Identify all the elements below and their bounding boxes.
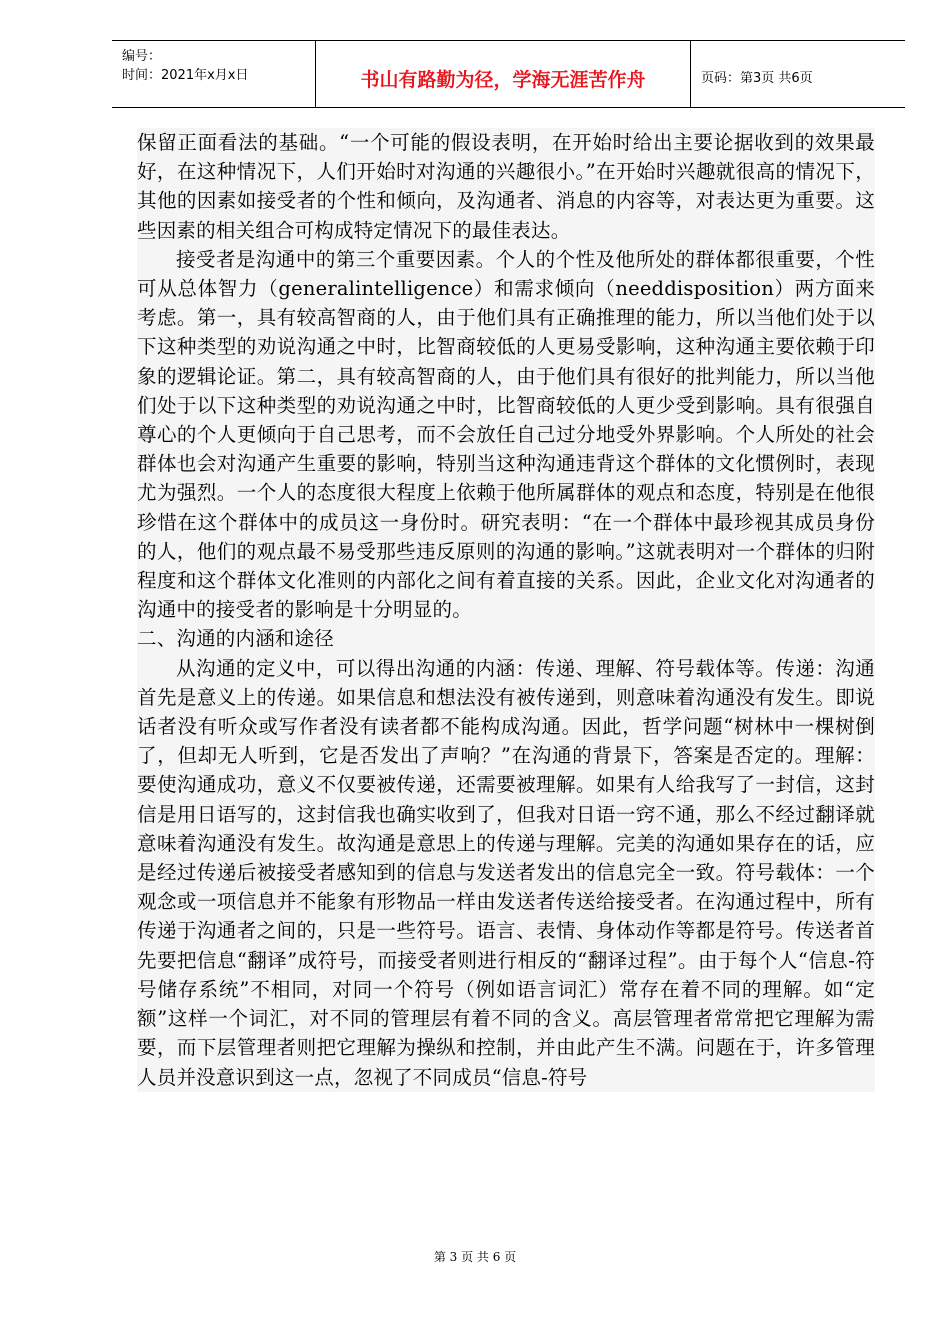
motto-text: 书山有路勤为径，学海无涯苦作舟 xyxy=(360,69,646,91)
time-label: 时间：2021年x月x日 xyxy=(122,68,249,83)
section-heading: 二、沟通的内涵和途径 xyxy=(137,627,335,651)
page-footer: 第 3 页 共 6 页 xyxy=(433,1250,517,1264)
paragraph-2: 接受者是沟通中的第三个重要因素。个人的个性及他所处的群体都很重要，个性可从总体智力（generalintelligence）和需求倾向（needdisposition）两方面来考虑。第一，具有较高智商的人，由于他们具有正确推理的能力，所以当他们处于以下这种类型的劝说沟通之中时，比智商较低的人更易受影响，这种沟通主要依赖于印象的逻辑论证。第二，具有较高智商的人，由于他们具有很好的批判能力，所以当他们处于以下这种类型的劝说沟通之中时，比智商较低的人更少受到影响。具有很强自尊心的个人更倾向于自己思考，而不会放任自己过分地受外界影响。个人所处的社会群体也会对沟通产生重要的影响，特别当这种沟通违背这个群体的文化惯例时，表现尤为强烈。一个人的态度很大程度上依赖于他所属群体的观点和态度，特别是在他很珍惜在这个群体中的成员这一身份时。研究表明：“在一个群体中最珍视其成员身份的人，他们的观点最不易受那些违反原则的沟通的影响。”这就表明对一个群体的归附程度和这个群体文化准则的内部化之间有着直接的关系。因此，企业文化对沟通者的沟通中的接受者的影响是十分明显的。 xyxy=(137,247,875,622)
header-motto-cell xyxy=(316,41,691,107)
paragraph-3: 从沟通的定义中，可以得出沟通的内涵：传递、理解、符号载体等。传递：沟通首先是意义上的传递。如果信息和想法没有被传递到，则意味着沟通没有发生。即说话者没有听众或写作者没有读者都不能构成沟通。因此，哲学问题“树林中一棵树倒了，但却无人听到，它是否发出了声响？”在沟通的背景下，答案是否定的。理解：要使沟通成功，意义不仅要被传递，还需要被理解。如果有人给我写了一封信，这封信是用日语写的，这封信我也确实收到了，但我对日语一窍不通，那么不经过翻译就意味着沟通没有发生。故沟通是意思上的传递与理解。完美的沟通如果存在的话，应是经过传递后被接受者感知到的信息与发送者发出的信息完全一致。符号载体：一个观念或一项信息并不能象有形物品一样由发送者传送给接受者。在沟通过程中，所有传递于沟通者之间的，只是一些符号。语言、表情、身体动作等都是符号。传送者首先要把信息“翻译”成符号，而接受者则进行相反的“翻译过程”。由于每个人“信息-符号储存系统”不相同，对同一个符号（例如语言词汇）常存在着不同的理解。如“定额”这样一个词汇，对不同的管理层有着不同的含义。高层管理者常常把它理解为需要，而下层管理者则把它理解为操纵和控制，并由此产生不满。问题在于，许多管理人员并没意识到这一点，忽视了不同成员“信息-符号 xyxy=(137,656,875,1089)
paragraph-1: 保留正面看法的基础。“一个可能的假设表明，在开始时给出主要论据收到的效果最好，在这种情况下，人们开始时对沟通的兴趣很小。”在开始时兴趣就很高的情况下，其他的因素如接受者的个性和倾向，及沟通者、消息的内容等，对表达更为重要。这些因素的相关组合可构成特定情况下的最佳表达。 xyxy=(137,131,875,242)
number-label: 编号： xyxy=(122,49,162,64)
header-page-cell xyxy=(691,41,905,107)
header-table xyxy=(112,40,905,108)
document-body xyxy=(137,128,875,1092)
header-info-cell xyxy=(112,41,316,107)
page-label: 页码：第3页 共6页 xyxy=(701,71,813,86)
